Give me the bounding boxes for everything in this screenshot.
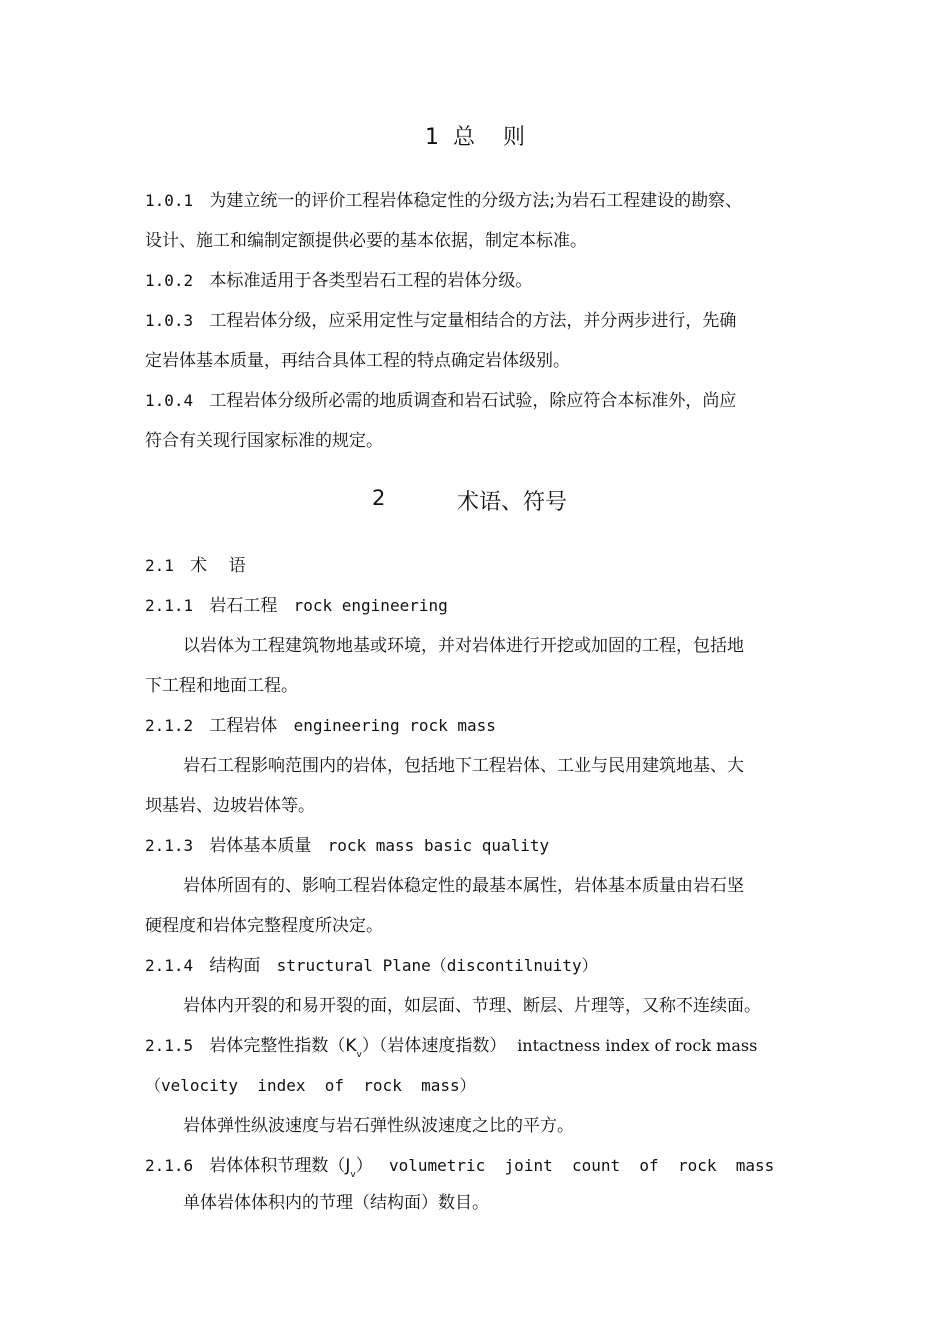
- term-2-1-1-definition-cont: 下工程和地面工程。: [145, 676, 298, 696]
- clause-1-0-1-cont: 设计、施工和编制定额提供必要的基本依据，制定本标准。: [145, 231, 587, 251]
- term-zh-prefix: 岩体体积节理数（J: [209, 1156, 351, 1176]
- clause-1-0-1: [145, 190, 810, 212]
- term-zh: 结构面: [209, 956, 261, 976]
- term-2-1-2: [145, 715, 810, 737]
- term-2-1-1: [145, 595, 810, 617]
- term-2-1-5-en-cont: [145, 1075, 810, 1097]
- term-zh-suffix: ）（岩体速度指数）: [361, 1036, 507, 1056]
- term-2-1-3-definition-cont: 硬程度和岩体完整程度所决定。: [145, 916, 383, 936]
- term-number: 2.1.2: [145, 716, 194, 735]
- subscript-v: v: [350, 1170, 356, 1180]
- term-en: rock mass basic quality: [327, 836, 550, 855]
- subscript-v: v: [356, 1050, 362, 1060]
- term-en: structural Plane（discontilnuity）: [276, 956, 598, 975]
- term-en-cont: （velocity index of rock mass）: [145, 1076, 476, 1095]
- term-zh-suffix: ）: [355, 1156, 373, 1176]
- chapter-2-number: 2: [372, 486, 386, 510]
- section-number: 2.1: [145, 556, 174, 575]
- clause-number: 1.0.4: [145, 391, 194, 410]
- clause-text: 为建立统一的评价工程岩体稳定性的分级方法;为岩石工程建设的勘察、: [209, 191, 743, 211]
- clause-number: 1.0.2: [145, 271, 194, 290]
- term-en: intactness index of rock mass: [517, 1036, 758, 1055]
- term-2-1-5: [145, 1035, 810, 1060]
- term-2-1-6: [145, 1155, 810, 1180]
- clause-number: 1.0.1: [145, 191, 194, 210]
- term-number: 2.1.4: [145, 956, 194, 975]
- clause-text: 工程岩体分级所必需的地质调查和岩石试验，除应符合本标准外，尚应: [209, 391, 737, 411]
- term-2-1-2-definition-cont: 坝基岩、边坡岩体等。: [145, 796, 315, 816]
- term-number: 2.1.6: [145, 1156, 194, 1175]
- term-number: 2.1.5: [145, 1036, 194, 1055]
- term-zh-prefix: 岩体完整性指数（K: [209, 1036, 357, 1056]
- term-2-1-3-definition: 岩体所固有的、影响工程岩体稳定性的最基本属性，岩体基本质量由岩石坚: [183, 876, 744, 896]
- term-zh: [209, 1036, 507, 1060]
- term-2-1-4: [145, 955, 810, 977]
- section-2-1: [145, 555, 810, 577]
- term-zh: 工程岩体: [209, 716, 278, 736]
- term-2-1-4-definition: 岩体内开裂的和易开裂的面，如层面、节理、断层、片理等，又称不连续面。: [183, 996, 761, 1016]
- clause-1-0-3-cont: 定岩体基本质量，再结合具体工程的特点确定岩体级别。: [145, 351, 570, 371]
- term-2-1-3: [145, 835, 810, 857]
- term-en: volumetric joint count of rock mass: [388, 1156, 775, 1175]
- clause-1-0-2: [145, 270, 810, 292]
- term-2-1-5-definition: 岩体弹性纵波速度与岩石弹性纵波速度之比的平方。: [183, 1116, 574, 1136]
- term-zh: 岩体基本质量: [209, 836, 312, 856]
- clause-text: 工程岩体分级，应采用定性与定量相结合的方法，并分两步进行，先确: [209, 311, 737, 331]
- clause-number: 1.0.3: [145, 311, 194, 330]
- term-zh: [209, 1156, 373, 1180]
- clause-1-0-4-cont: 符合有关现行国家标准的规定。: [145, 431, 383, 451]
- term-en: rock engineering: [293, 596, 448, 615]
- clause-1-0-4: [145, 390, 810, 412]
- chapter-2-title: 术语、符号: [457, 490, 568, 515]
- term-en: engineering rock mass: [293, 716, 496, 735]
- clause-1-0-3: [145, 310, 810, 332]
- term-number: 2.1.3: [145, 836, 194, 855]
- section-title: 术 语: [190, 556, 246, 576]
- term-number: 2.1.1: [145, 596, 194, 615]
- term-zh: 岩石工程: [209, 596, 278, 616]
- term-2-1-6-definition: 单体岩体体积内的节理（结构面）数目。: [183, 1193, 489, 1213]
- term-2-1-2-definition: 岩石工程影响范围内的岩体，包括地下工程岩体、工业与民用建筑地基、大: [183, 756, 744, 776]
- clause-text: 本标准适用于各类型岩石工程的岩体分级。: [209, 271, 533, 291]
- term-2-1-1-definition: 以岩体为工程建筑物地基或环境，并对岩体进行开挖或加固的工程，包括地: [183, 636, 744, 656]
- chapter-1-title: 1 总 则: [425, 125, 525, 150]
